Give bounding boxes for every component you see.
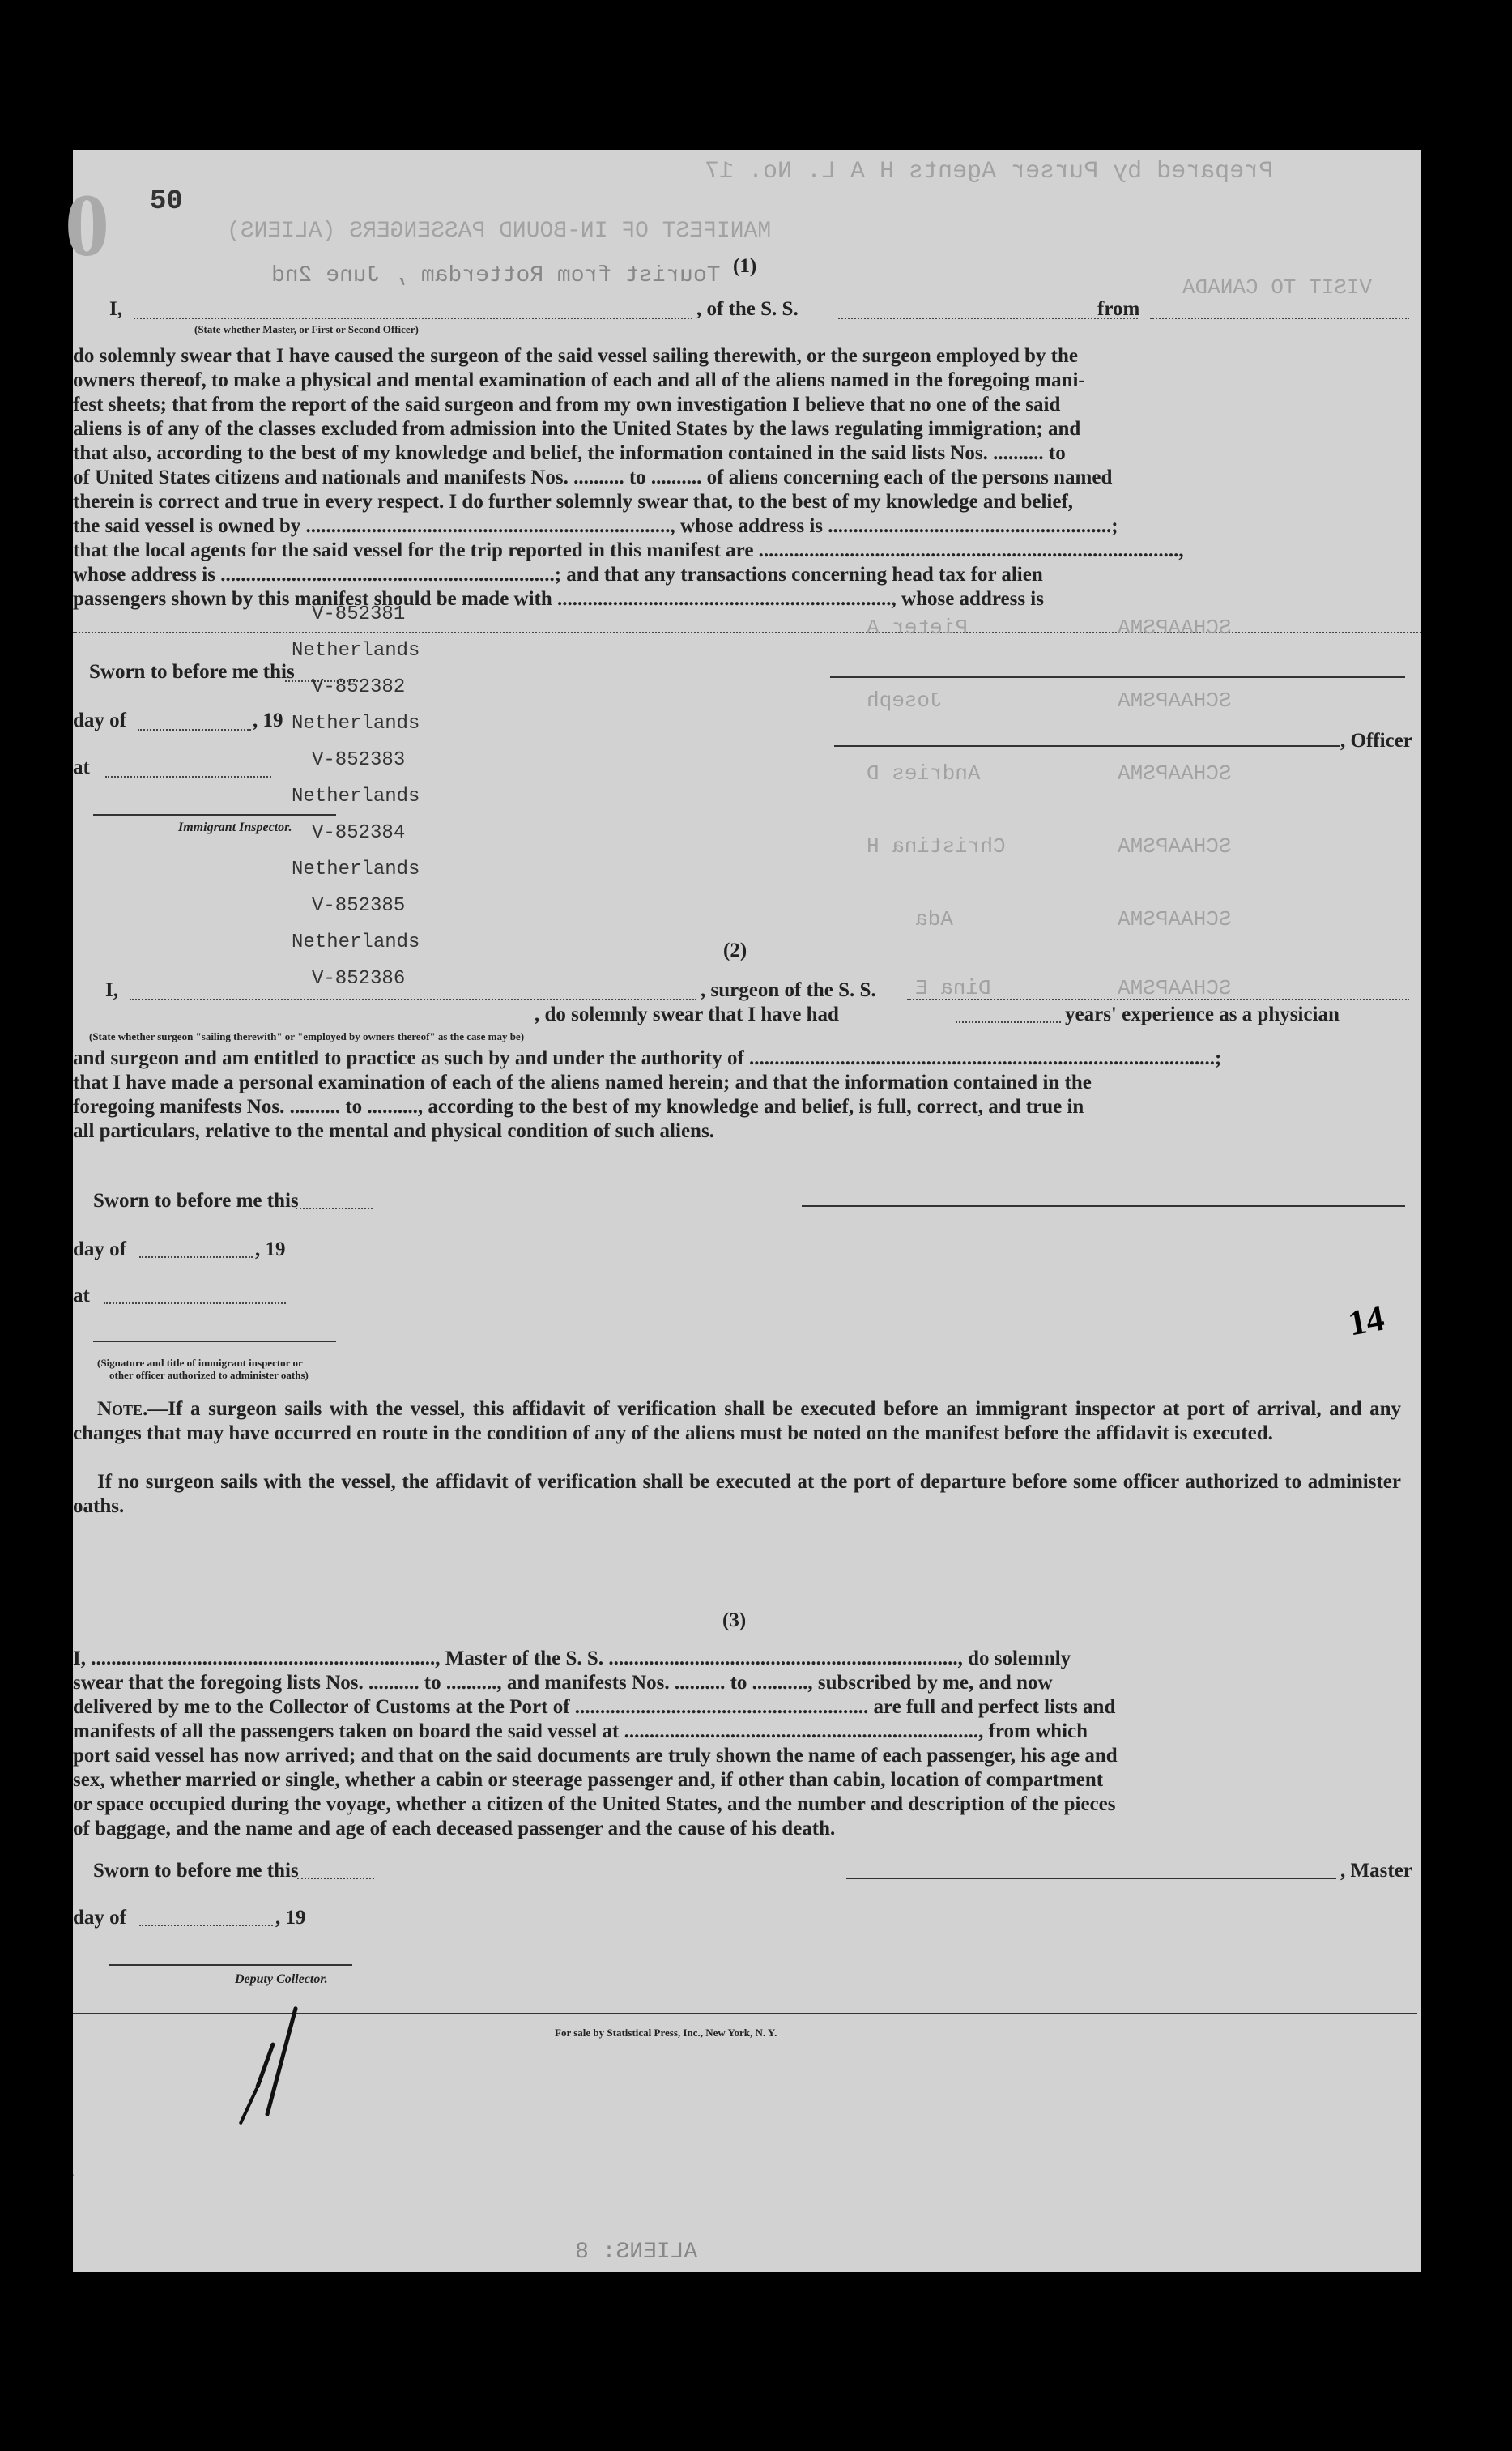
section3-year: , 19 [275,1907,306,1929]
signature-line [109,1964,352,1966]
text-line: that I have made a personal examination of each of the aliens named herein; and that the information contained in the [73,1072,1092,1093]
alien-number-stamp: V-852382 [312,676,406,698]
text-line: the said vessel is owned by ........................................................................, whose address is ........................................................; [73,515,1118,537]
section2-signature-note: other officer authorized to administer oaths) [109,1369,309,1381]
text-line: fest sheets; that from the report of the said surgeon and from my own investigation I believe that no one of the said [73,394,1061,416]
given-name-bleed: Dina E [915,976,991,1000]
blank [956,1021,1061,1023]
text-line: sex, whether married or single, whether a cabin or steerage passenger and, if other than cabin, location of compartment [73,1769,1104,1791]
section2-signature-note: (Signature and title of immigrant inspector or [97,1357,303,1369]
given-name-bleed: Pieter A [867,616,968,640]
given-name-bleed: Andries D [867,761,981,786]
country-stamp: Netherlands [292,786,420,808]
text-line: passengers shown by this manifest should be made with .................................................................., whose address is [73,588,1044,610]
reverse-footer: ALIENS: 8 [575,2240,698,2265]
pen-mark [239,2087,259,2125]
reverse-header-line3: Tourist from Rotterdam , June 2nd [271,263,721,288]
text-line: therein is correct and true in every respect. I do further solemnly swear that, to the best of my knowledge and belief, [73,491,1074,513]
surname-bleed: SCHAAPSMA [1118,761,1232,786]
text-line: owners thereof, to make a physical and mental examination of each and all of the aliens named in the foregoing mani- [73,369,1085,391]
text-line: delivered by me to the Collector of Customs at the Port of .......................................................... are full and perfect lists and [73,1696,1116,1718]
manifest-reverse-page [19,150,1421,2272]
text-line: do solemnly swear that I have caused the surgeon of the said vessel sailing therewith, or the surgeon employed by the [73,345,1078,367]
text-line: port said vessel has now arrived; and that on the said documents are truly shown the name of each passenger, his age and [73,1745,1118,1767]
reverse-header-line1: Prepared by Purser Agents H A L. No. 17 [705,158,1274,185]
country-stamp: Netherlands [292,859,420,880]
surname-bleed: SCHAAPSMA [1118,834,1232,859]
blank [130,999,696,1000]
text-line: foregoing manifests Nos. .......... to .........., according to the best of my knowledge and belief, is full, correct, and true in [73,1096,1084,1118]
country-stamp: Netherlands [292,931,420,953]
section1-at: at [73,757,90,778]
section2-years: years' experience as a physician [1065,1004,1340,1025]
surname-bleed: SCHAAPSMA [1118,907,1232,931]
pen-mark [255,2042,275,2089]
printer-imprint: For sale by Statistical Press, Inc., New York, N. Y. [555,2027,777,2039]
signature-line [802,1205,1405,1207]
signature-line [846,1878,1336,1879]
text-line: whose address is ..................................................................; and that any transactions concerning head tax for alien [73,564,1043,586]
blank [296,1208,373,1209]
alien-number-stamp: V-852383 [312,749,406,771]
section1-sworn: Sworn to before me this [89,661,295,683]
note-paragraph-2 [73,1470,1401,1518]
reverse-header-line4: VISIT TO CANADA [1182,275,1373,300]
text-line: that the local agents for the said vessel for the trip reported in this manifest are ..................................................................................., [73,539,1184,561]
text-line: I, ...................................................................., Master of the S. S. ....................................................................., do solemnly [73,1647,1071,1669]
country-stamp: Netherlands [292,640,420,662]
signature-line [93,1341,336,1342]
section2-sworn: Sworn to before me this [93,1190,299,1212]
text-line: of baggage, and the name and age of each deceased passenger and the cause of his death. [73,1818,836,1839]
surname-bleed: SCHAAPSMA [1118,616,1232,640]
given-name-bleed: Joseph [867,688,943,713]
section1-of-ss: , of the S. S. [696,298,799,320]
note-label: Note. [97,1398,148,1420]
text-line: aliens is of any of the classes excluded from admission into the United States by the laws regulating immigration; and [73,418,1081,440]
note-paragraph-1 [73,1397,1401,1445]
section1-officer: , Officer [1340,730,1412,752]
alien-number-stamp: V-852384 [312,822,406,844]
section1-state-note: (State whether Master, or First or Second Officer) [194,323,419,335]
country-stamp: Netherlands [292,713,420,735]
text-line: swear that the foregoing lists Nos. .......... to .........., and manifests Nos. .......... to ..........., subscribed by me, and now [73,1672,1053,1694]
deputy-collector-caption: Deputy Collector. [235,1972,328,1986]
section2-number: (2) [723,940,747,961]
margin-note-right: 14 [1345,1298,1387,1344]
text-line: manifests of all the passengers taken on board the said vessel at ......................................................................, from which [73,1720,1088,1742]
surname-bleed: SCHAAPSMA [1118,688,1232,713]
section2-day-of: day of [73,1238,126,1260]
section1-number: (1) [733,255,757,277]
pen-mark [265,2006,298,2117]
note-text-2: If no surgeon sails with the vessel, the affidavit of verification shall be executed at the port of departure before some officer authorized to administer oaths. [73,1471,1401,1517]
blank [907,999,1409,1000]
margin-number: 0 [65,176,109,275]
alien-number-stamp: V-852381 [312,603,406,625]
given-name-bleed: Ada [915,907,953,931]
section2-swear: , do solemnly swear that I have had [535,1004,839,1025]
blank [139,1256,253,1258]
section1-from: from [1097,298,1140,320]
note-text-1: —If a surgeon sails with the vessel, this affidavit of verification shall be executed before an immigrant inspector at port of arrival, and any changes that may have occurred en route in the condition of any of the aliens must be noted on the manifest before the affidavit is executed. [73,1398,1401,1444]
section3-sworn: Sworn to before me this [93,1860,299,1882]
given-name-bleed: Christina H [867,834,1006,859]
margin-note-bottom-left: 14 [19,2139,78,2201]
text-line: and surgeon and am entitled to practice as such by and under the authority of ............................................................................................; [73,1047,1222,1069]
signature-line [93,814,336,816]
section3-number: (3) [722,1609,747,1631]
blank [297,1878,374,1879]
section2-i: I, [105,979,118,1001]
blank [104,1302,286,1304]
alien-number-stamp: V-852386 [312,968,406,990]
margin-note-top-left: 50 [150,186,183,217]
text-line: of United States citizens and nationals and manifests Nos. .......... to .......... of aliens concerning each of the persons named [73,467,1113,488]
blank [105,776,271,778]
blank [138,729,251,731]
blank [139,1925,273,1926]
section3-master: , Master [1340,1860,1412,1882]
blank [838,318,1138,319]
section1-year: , 19 [253,710,283,731]
text-line: or space occupied during the voyage, whether a citizen of the United States, and the number and description of the pieces [73,1793,1116,1815]
alien-number-stamp: V-852385 [312,895,406,917]
signature-line [830,676,1405,678]
signature-line [834,745,1340,747]
text-line: all particulars, relative to the mental and physical condition of such aliens. [73,1120,714,1142]
section2-at: at [73,1285,90,1306]
immigrant-inspector-caption: Immigrant Inspector. [178,821,292,834]
blank [1150,318,1409,319]
section3-day-of: day of [73,1907,126,1929]
blank [134,318,692,319]
reverse-header-line2: MANIFEST OF IN-BOUND PASSENGERS (ALIENS) [227,219,772,244]
section2-state-note: (State whether surgeon "sailing therewith" or "employed by owners thereof" as the case may be) [89,1030,525,1042]
surname-bleed: SCHAAPSMA [1118,976,1232,1000]
section2-surgeon-of: , surgeon of the S. S. [701,979,876,1001]
section1-day-of: day of [73,710,126,731]
section2-year: , 19 [255,1238,286,1260]
section1-i: I, [109,298,122,320]
text-line: that also, according to the best of my knowledge and belief, the information contained in the said lists Nos. .......... to [73,442,1066,464]
footer-rule [73,2013,1417,2014]
